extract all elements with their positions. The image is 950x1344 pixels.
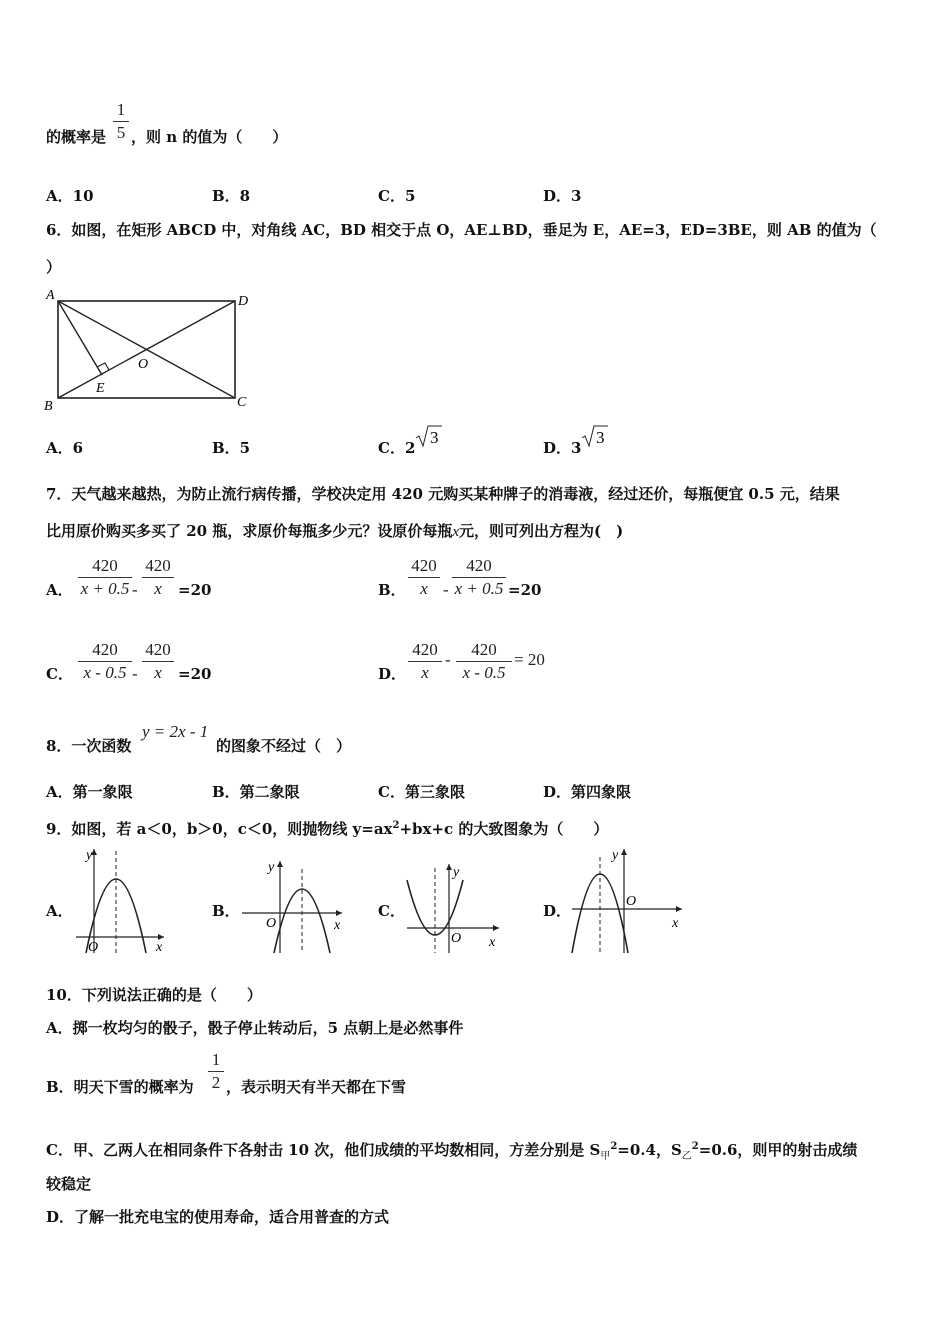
q7-d-f2-num: 420 xyxy=(471,640,497,659)
q7-stem-cont xyxy=(46,522,623,541)
q6-c-radicand: 3 xyxy=(430,428,439,447)
q7-d-f1-den: x xyxy=(421,663,429,682)
q7-d-f2-den: x - 0.5 xyxy=(462,663,506,682)
q10-option-a[interactable]: A．掷一枚均匀的骰子，骰子停止转动后，5 点朝上是必然事件 xyxy=(46,1019,464,1037)
q7-b-frac1 xyxy=(408,556,440,599)
q7-b-op: - xyxy=(443,580,449,599)
q7-a-f1-num: 420 xyxy=(92,556,118,575)
q10-option-c-cont: 较稳定 xyxy=(46,1175,92,1193)
q6-option-c[interactable]: C．2 xyxy=(378,439,416,457)
q6-stem: 6．如图，在矩形 ABCD 中，对角线 AC，BD 相交于点 O，AE⊥BD，垂足为 E，AE=3，ED=3BE，则 AB 的值为（ xyxy=(46,221,877,239)
q5-prefix: 的概率是 xyxy=(46,128,107,146)
q6-option-d-radical xyxy=(580,424,608,448)
q7-a-rhs: =20 xyxy=(178,581,212,599)
q7-b-f1-den: x xyxy=(420,579,428,598)
q8-formula: y = 2x - 1 xyxy=(142,722,209,741)
y-label: y xyxy=(453,865,460,880)
q5-suffix: ，则 n 的值为（ ） xyxy=(131,128,288,146)
q7-c-op: - xyxy=(132,664,138,683)
q7-variable: x xyxy=(452,524,459,540)
segment-ae xyxy=(58,301,102,375)
q7-c-frac2 xyxy=(142,640,174,683)
q5-option-d[interactable]: D．3 xyxy=(543,187,582,205)
q10-c-sup1: 2 xyxy=(610,1141,618,1152)
y-label: y xyxy=(268,860,275,875)
q9-stem xyxy=(46,817,608,838)
q5-option-b[interactable]: B．8 xyxy=(212,187,251,205)
x-label: x xyxy=(489,935,496,950)
label-d: D xyxy=(238,294,249,309)
q8-option-b[interactable]: B．第二象限 xyxy=(212,783,300,801)
origin-label: O xyxy=(451,931,462,946)
q9-graph-a xyxy=(72,845,168,955)
q10-option-b-prefix[interactable]: B．明天下雪的概率为 xyxy=(46,1078,194,1096)
q7-d-frac1 xyxy=(408,640,442,683)
q9-exponent: 2 xyxy=(392,820,400,831)
q7-c-f1-num: 420 xyxy=(92,640,118,659)
q7-c-frac1 xyxy=(78,640,132,683)
origin-label: O xyxy=(266,916,277,931)
q6-option-c-radical xyxy=(414,424,442,448)
q7-option-a-label[interactable]: A． xyxy=(46,581,73,599)
q10-option-b-suffix: ，表示明天有半天都在下雪 xyxy=(226,1078,407,1096)
q8-prefix: 8．一次函数 xyxy=(46,737,132,755)
q10-c-sub-jia: 甲 xyxy=(600,1151,611,1162)
q10-c-sup2: 2 xyxy=(691,1141,699,1152)
q9-option-a-label[interactable]: A． xyxy=(46,902,73,920)
q9-option-b-label[interactable]: B． xyxy=(212,902,240,920)
q7-option-b-label[interactable]: B． xyxy=(378,581,406,599)
q9-stem-part1: 9．如图，若 a＜0，b＞0，c＜0，则抛物线 y=ax xyxy=(46,820,393,838)
q7-d-frac2 xyxy=(456,640,512,683)
q7-c-f2-den: x xyxy=(154,663,162,682)
q9-graph-d xyxy=(568,845,686,955)
q10-c-part3: =0.6，则甲的射击成绩 xyxy=(698,1141,858,1159)
origin-label: O xyxy=(626,894,637,909)
q8-option-a[interactable]: A．第一象限 xyxy=(46,783,133,801)
q9-option-c-label[interactable]: C． xyxy=(378,902,405,920)
q6-option-a[interactable]: A．6 xyxy=(46,439,84,457)
q7-a-op: - xyxy=(132,580,138,599)
q7-d-f1-num: 420 xyxy=(412,640,438,659)
x-label: x xyxy=(334,918,341,933)
q7-a-frac1 xyxy=(78,556,132,599)
q5-option-a[interactable]: A．10 xyxy=(46,187,94,205)
q5-frac-den: 5 xyxy=(116,123,126,142)
q9-stem-part2: +bx+c 的大致图象为（ ） xyxy=(399,820,609,838)
q7-option-d-label[interactable]: D． xyxy=(378,665,407,683)
q6-option-d[interactable]: D．3 xyxy=(543,439,582,457)
q10-c-part1: C．甲、乙两人在相同条件下各射击 10 次，他们成绩的平均数相同，方差分别是 S xyxy=(46,1141,601,1159)
y-label: y xyxy=(86,848,93,863)
q10-option-c[interactable] xyxy=(46,1138,857,1166)
q10-b-den: 2 xyxy=(211,1073,221,1092)
q7-b-rhs: =20 xyxy=(508,581,542,599)
q7-stem: 7．天气越来越热，为防止流行病传播，学校决定用 420 元购买某种牌子的消毒液，经过还价，每瓶便宜 0.5 元，结果 xyxy=(46,485,840,503)
q7-c-f1-den: x - 0.5 xyxy=(83,663,127,682)
x-label: x xyxy=(156,940,163,955)
label-o: O xyxy=(138,357,149,372)
q7-option-c-label[interactable]: C． xyxy=(46,665,73,683)
q8-option-d[interactable]: D．第四象限 xyxy=(543,783,632,801)
q10-b-num: 1 xyxy=(211,1050,221,1069)
q10-stem: 10．下列说法正确的是（ ） xyxy=(46,986,262,1004)
q10-c-part2: =0.4，S xyxy=(617,1141,682,1159)
label-b: B xyxy=(44,399,53,412)
q6-option-b[interactable]: B．5 xyxy=(212,439,251,457)
q7-b-f2-den: x + 0.5 xyxy=(454,579,504,598)
q7-b-f1-num: 420 xyxy=(411,556,437,575)
q10-option-d[interactable]: D．了解一批充电宝的使用寿命，适合用普查的方式 xyxy=(46,1208,390,1226)
q7-d-rhs: = 20 xyxy=(514,650,545,669)
y-label: y xyxy=(612,848,619,863)
label-c: C xyxy=(237,395,247,410)
q7-c-rhs: =20 xyxy=(178,665,212,683)
q5-fraction xyxy=(113,100,129,143)
q7-stem-part1: 比用原价购买多买了 20 瓶，求原价每瓶多少元？设原价每瓶 xyxy=(46,522,453,540)
origin-label: O xyxy=(88,940,99,955)
label-e: E xyxy=(96,381,105,396)
q10-b-fraction xyxy=(208,1050,224,1093)
q6-stem-cont: ） xyxy=(46,258,62,276)
q7-d-op: - xyxy=(445,650,451,669)
q7-a-f1-den: x + 0.5 xyxy=(80,579,130,598)
q8-suffix: 的图象不经过（ ） xyxy=(216,737,352,755)
q7-c-f2-num: 420 xyxy=(145,640,171,659)
q10-c-sub-yi: 乙 xyxy=(681,1151,692,1162)
q7-b-frac2 xyxy=(452,556,506,599)
q7-a-f2-num: 420 xyxy=(145,556,171,575)
q5-option-c[interactable]: C．5 xyxy=(378,187,416,205)
q9-graph-c xyxy=(403,860,503,955)
q5-frac-num: 1 xyxy=(116,100,126,119)
q9-option-d-label[interactable]: D． xyxy=(543,902,572,920)
q8-option-c[interactable]: C．第三象限 xyxy=(378,783,465,801)
q9-graph-b xyxy=(238,855,346,955)
q7-b-f2-num: 420 xyxy=(466,556,492,575)
q6-rectangle-figure xyxy=(42,288,254,412)
q7-a-f2-den: x xyxy=(154,579,162,598)
q7-stem-part2: 元，则可列出方程为( ) xyxy=(459,522,624,540)
label-a: A xyxy=(46,288,55,303)
q6-d-radicand: 3 xyxy=(596,428,605,447)
x-label: x xyxy=(672,916,679,931)
q7-a-frac2 xyxy=(142,556,174,599)
